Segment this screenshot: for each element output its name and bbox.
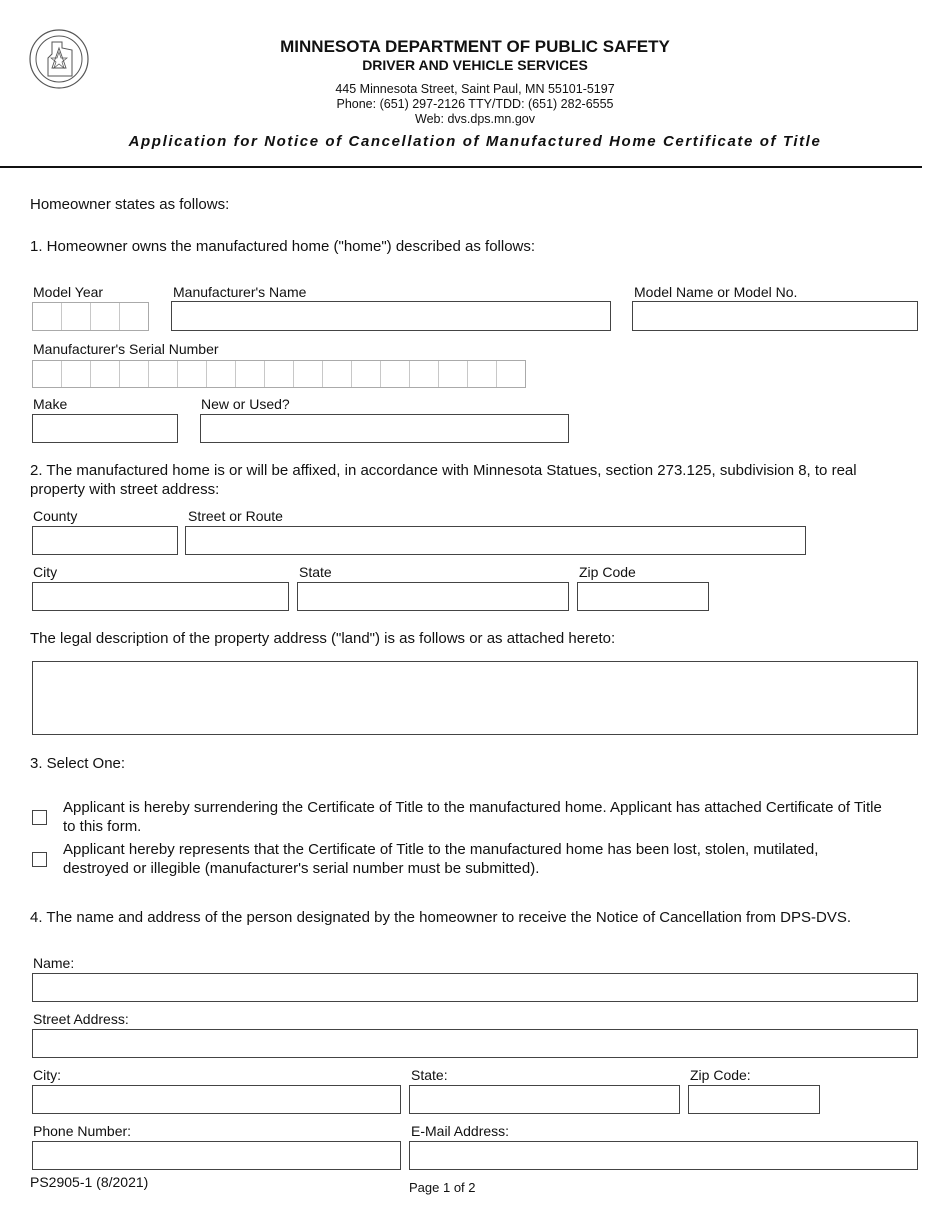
street-route-label: Street or Route [188,508,283,524]
designee-name-label: Name: [33,955,75,971]
designee-city-label: City: [33,1067,61,1083]
section1-heading: 1. Homeowner owns the manufactured home ("home") described as follows: [30,238,536,255]
lost-title-text-line2: destroyed or illegible (manufacturer's serial number must be submitted). [63,860,540,877]
county-label: County [33,508,78,524]
designee-zip-input[interactable] [688,1085,820,1114]
designee-state-input[interactable] [409,1085,680,1114]
street-route-input[interactable] [185,526,806,555]
designee-name-input[interactable] [32,973,918,1002]
legal-description-input[interactable] [32,661,918,735]
make-input[interactable] [32,414,178,443]
legal-description-label: The legal description of the property address ("land") is as follows or as attached hereto: [30,630,616,647]
agency-name: MINNESOTA DEPARTMENT OF PUBLIC SAFETY [280,37,670,56]
designee-city-input[interactable] [32,1085,401,1114]
surrender-title-text-line1: Applicant is hereby surrendering the Certificate of Title to the manufactured home. Applicant has attached Certificate of Title [63,799,882,816]
agency-web: Web: dvs.dps.mn.gov [415,112,535,126]
county-input[interactable] [32,526,178,555]
property-city-label: City [33,564,58,580]
new-or-used-input[interactable] [200,414,569,443]
section4-heading: 4. The name and address of the person designated by the homeowner to receive the Notice of Cancellation from DPS-DVS. [30,909,852,926]
lost-title-text-line1: Applicant hereby represents that the Certificate of Title to the manufactured home has been lost, stolen, mutilated, [63,841,819,858]
agency-phone: Phone: (651) 297-2126 TTY/TDD: (651) 282-6555 [336,97,614,111]
designee-phone-input[interactable] [32,1141,401,1170]
designee-street-input[interactable] [32,1029,918,1058]
model-year-label: Model Year [33,284,104,300]
state-seal-icon [28,28,90,90]
intro-text: Homeowner states as follows: [30,196,230,213]
form-number: PS2905-1 (8/2021) [30,1174,149,1190]
manufacturer-name-input[interactable] [171,301,611,331]
property-zip-label: Zip Code [579,564,636,580]
property-state-input[interactable] [297,582,569,611]
form-title: Application for Notice of Cancellation of Manufactured Home Certificate of Title [128,133,822,150]
page-number: Page 1 of 2 [409,1180,476,1195]
model-name-input[interactable] [632,301,918,331]
section2-heading-line2: property with street address: [30,481,220,498]
designee-email-label: E-Mail Address: [411,1123,510,1139]
model-year-input[interactable] [32,302,149,331]
property-state-label: State [299,564,332,580]
surrender-title-checkbox[interactable] [32,810,47,825]
section3-heading: 3. Select One: [30,755,126,772]
lost-title-checkbox[interactable] [32,852,47,867]
agency-address: 445 Minnesota Street, Saint Paul, MN 55101-5197 [335,82,615,96]
designee-zip-label: Zip Code: [690,1067,751,1083]
make-label: Make [33,396,68,412]
header-divider [0,166,922,168]
serial-number-input[interactable] [32,360,526,388]
designee-street-label: Street Address: [33,1011,129,1027]
surrender-title-text-line2: to this form. [63,818,142,835]
designee-email-input[interactable] [409,1141,918,1170]
serial-number-label: Manufacturer's Serial Number [33,341,219,357]
property-city-input[interactable] [32,582,289,611]
model-name-label: Model Name or Model No. [634,284,798,300]
designee-state-label: State: [411,1067,448,1083]
section2-heading-line1: 2. The manufactured home is or will be affixed, in accordance with Minnesota Statues, section 273.125, subdivision 8, to real [30,462,857,479]
property-zip-input[interactable] [577,582,709,611]
new-or-used-label: New or Used? [201,396,290,412]
manufacturer-name-label: Manufacturer's Name [173,284,307,300]
division-name: DRIVER AND VEHICLE SERVICES [362,57,588,73]
designee-phone-label: Phone Number: [33,1123,132,1139]
